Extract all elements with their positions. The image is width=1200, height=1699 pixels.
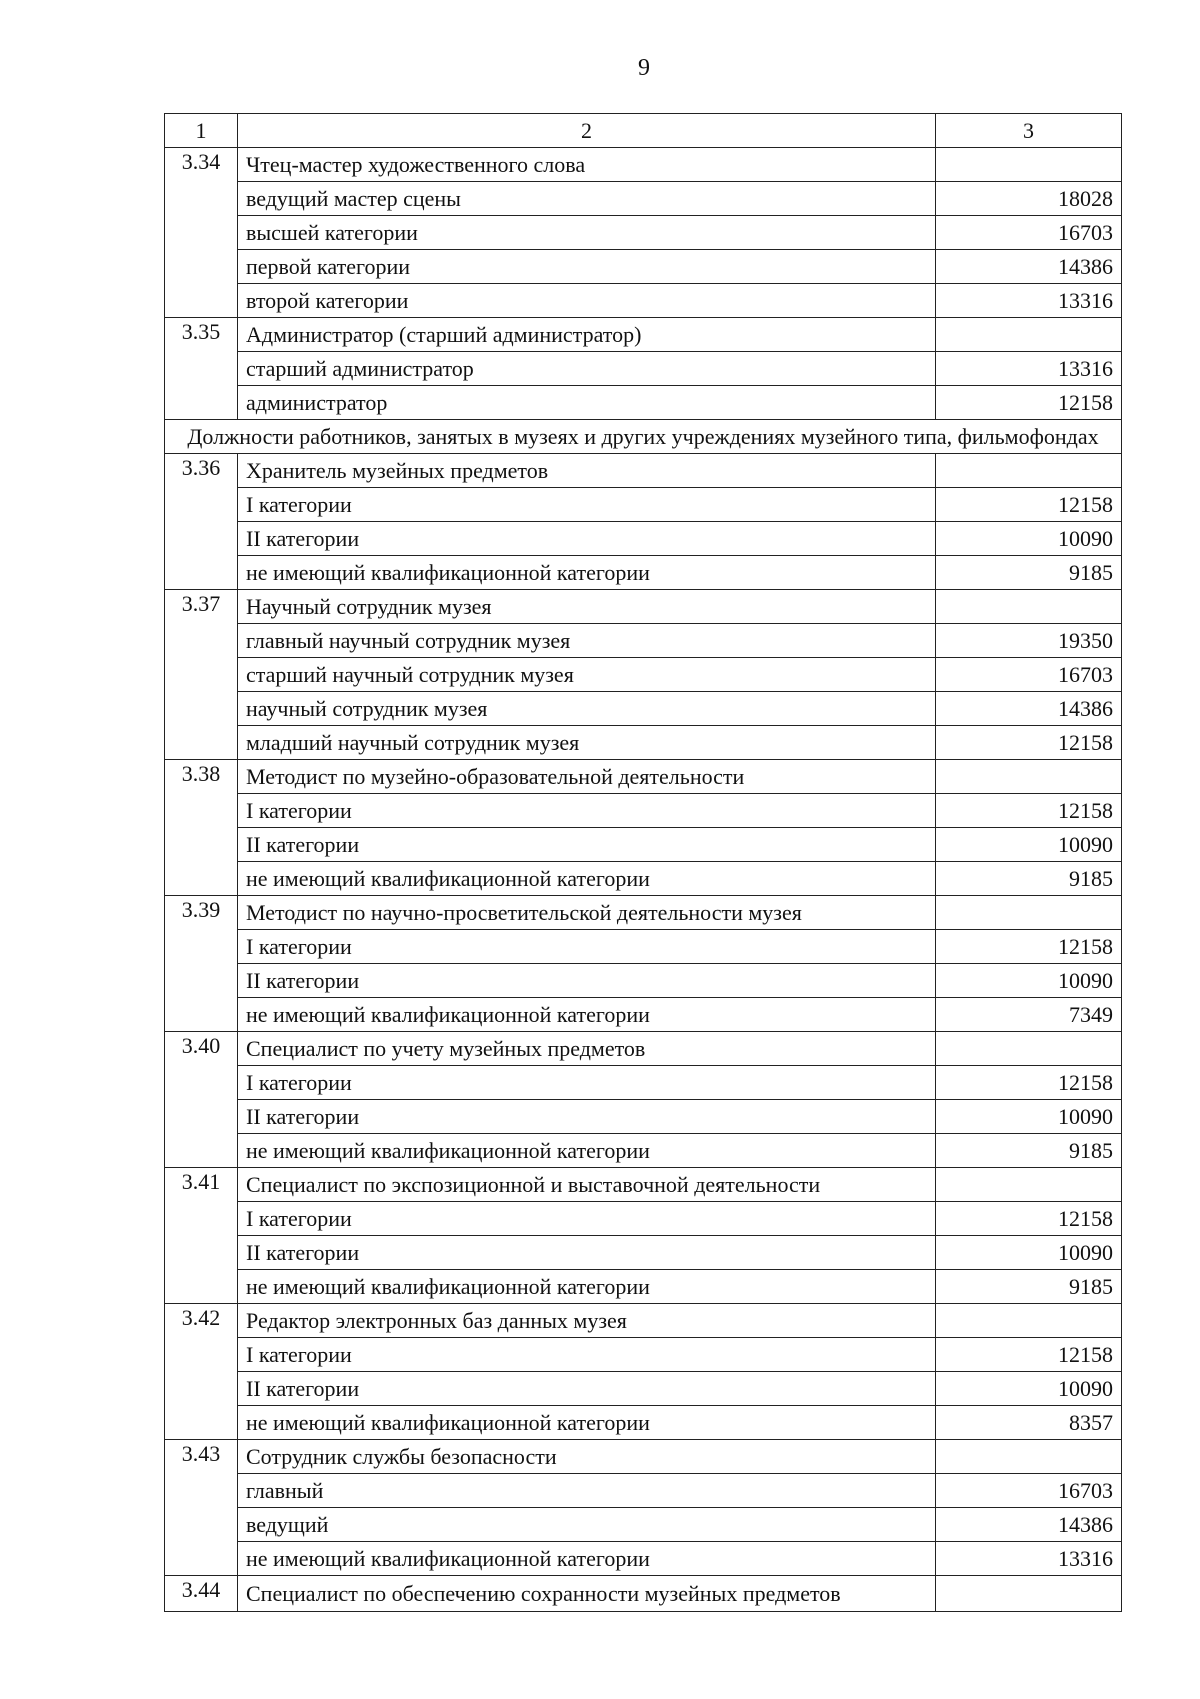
page-number: 9 [638, 55, 650, 81]
category-row [165, 930, 1122, 964]
position-title: Методист по музейно-образовательной деятельности [238, 760, 936, 794]
category-label: II категории [238, 1372, 936, 1406]
category-salary: 12158 [936, 726, 1122, 760]
category-salary: 16703 [936, 658, 1122, 692]
position-salary-empty [936, 454, 1122, 488]
table-header-row [165, 114, 1122, 148]
category-salary: 10090 [936, 1236, 1122, 1270]
category-label: I категории [238, 794, 936, 828]
category-salary: 9185 [936, 556, 1122, 590]
position-number: 3.35 [165, 318, 238, 420]
category-salary: 10090 [936, 828, 1122, 862]
position-title: Хранитель музейных предметов [238, 454, 936, 488]
category-label: главный научный сотрудник музея [238, 624, 936, 658]
category-row [165, 284, 1122, 318]
category-salary: 12158 [936, 1066, 1122, 1100]
category-label: II категории [238, 1236, 936, 1270]
position-title: Сотрудник службы безопасности [238, 1440, 936, 1474]
position-salary-empty [936, 1304, 1122, 1338]
category-row [165, 794, 1122, 828]
category-label: не имеющий квалификационной категории [238, 862, 936, 896]
category-row [165, 862, 1122, 896]
position-salary-empty [936, 1168, 1122, 1202]
category-row [165, 1066, 1122, 1100]
position-row [165, 1440, 1122, 1474]
position-salary-empty [936, 148, 1122, 182]
salary-table-body [165, 114, 1122, 1612]
category-row [165, 1474, 1122, 1508]
category-salary: 10090 [936, 1372, 1122, 1406]
position-title: Специалист по учету музейных предметов [238, 1032, 936, 1066]
category-salary: 18028 [936, 182, 1122, 216]
category-label: первой категории [238, 250, 936, 284]
position-row [165, 896, 1122, 930]
category-label: ведущий [238, 1508, 936, 1542]
category-label: главный [238, 1474, 936, 1508]
position-row [165, 318, 1122, 352]
category-salary: 14386 [936, 692, 1122, 726]
category-label: второй категории [238, 284, 936, 318]
category-row [165, 1202, 1122, 1236]
category-salary: 13316 [936, 352, 1122, 386]
position-number: 3.43 [165, 1440, 238, 1576]
category-row [165, 1236, 1122, 1270]
category-label: младший научный сотрудник музея [238, 726, 936, 760]
category-label: не имеющий квалификационной категории [238, 556, 936, 590]
category-label: II категории [238, 522, 936, 556]
category-row [165, 692, 1122, 726]
category-label: не имеющий квалификационной категории [238, 1542, 936, 1576]
category-label: II категории [238, 828, 936, 862]
category-label: не имеющий квалификационной категории [238, 1134, 936, 1168]
position-row [165, 1576, 1122, 1612]
category-label: не имеющий квалификационной категории [238, 1406, 936, 1440]
category-row [165, 386, 1122, 420]
category-row [165, 216, 1122, 250]
category-row [165, 658, 1122, 692]
category-row [165, 488, 1122, 522]
section-heading-row [165, 420, 1122, 454]
category-row [165, 352, 1122, 386]
header-cell-2: 2 [238, 114, 936, 148]
category-row [165, 1542, 1122, 1576]
category-salary: 12158 [936, 1202, 1122, 1236]
position-row [165, 1032, 1122, 1066]
category-label: I категории [238, 488, 936, 522]
category-row [165, 828, 1122, 862]
category-label: I категории [238, 1338, 936, 1372]
position-title: Администратор (старший администратор) [238, 318, 936, 352]
category-row [165, 1270, 1122, 1304]
position-row [165, 760, 1122, 794]
category-salary: 10090 [936, 1100, 1122, 1134]
category-label: высшей категории [238, 216, 936, 250]
position-row [165, 148, 1122, 182]
category-salary: 16703 [936, 1474, 1122, 1508]
category-salary: 8357 [936, 1406, 1122, 1440]
category-row [165, 522, 1122, 556]
category-row [165, 556, 1122, 590]
category-label: не имеющий квалификационной категории [238, 1270, 936, 1304]
position-row [165, 590, 1122, 624]
position-title: Специалист по обеспечению сохранности музейных предметов [238, 1576, 936, 1612]
category-row [165, 1372, 1122, 1406]
position-number: 3.34 [165, 148, 238, 318]
category-label: I категории [238, 930, 936, 964]
category-salary: 7349 [936, 998, 1122, 1032]
position-row [165, 1168, 1122, 1202]
position-salary-empty [936, 590, 1122, 624]
position-title: Специалист по экспозиционной и выставочной деятельности [238, 1168, 936, 1202]
position-row [165, 454, 1122, 488]
category-salary: 19350 [936, 624, 1122, 658]
category-salary: 10090 [936, 964, 1122, 998]
position-number: 3.44 [165, 1576, 238, 1612]
category-row [165, 624, 1122, 658]
category-salary: 12158 [936, 488, 1122, 522]
category-label: I категории [238, 1066, 936, 1100]
position-number: 3.41 [165, 1168, 238, 1304]
category-row [165, 250, 1122, 284]
category-salary: 13316 [936, 284, 1122, 318]
position-number: 3.40 [165, 1032, 238, 1168]
position-title: Чтец-мастер художественного слова [238, 148, 936, 182]
category-label: научный сотрудник музея [238, 692, 936, 726]
category-row [165, 1406, 1122, 1440]
category-salary: 10090 [936, 522, 1122, 556]
header-cell-1: 1 [165, 114, 238, 148]
position-salary-empty [936, 1032, 1122, 1066]
position-row [165, 1304, 1122, 1338]
category-salary: 12158 [936, 1338, 1122, 1372]
category-row [165, 726, 1122, 760]
category-salary: 9185 [936, 1134, 1122, 1168]
category-row [165, 964, 1122, 998]
position-salary-empty [936, 760, 1122, 794]
category-row [165, 182, 1122, 216]
category-salary: 16703 [936, 216, 1122, 250]
category-row [165, 1100, 1122, 1134]
salary-table [164, 113, 1122, 1612]
category-label: старший администратор [238, 352, 936, 386]
position-number: 3.39 [165, 896, 238, 1032]
category-label: ведущий мастер сцены [238, 182, 936, 216]
category-label: старший научный сотрудник музея [238, 658, 936, 692]
position-number: 3.42 [165, 1304, 238, 1440]
category-salary: 14386 [936, 250, 1122, 284]
category-salary: 9185 [936, 862, 1122, 896]
header-cell-3: 3 [936, 114, 1122, 148]
category-row [165, 1338, 1122, 1372]
category-salary: 12158 [936, 794, 1122, 828]
category-label: II категории [238, 964, 936, 998]
category-row [165, 1134, 1122, 1168]
position-salary-empty [936, 318, 1122, 352]
position-number: 3.36 [165, 454, 238, 590]
position-salary-empty [936, 896, 1122, 930]
section-heading: Должности работников, занятых в музеях и других учреждениях музейного типа, фильмофондах [165, 420, 1122, 454]
category-label: не имеющий квалификационной категории [238, 998, 936, 1032]
category-label: II категории [238, 1100, 936, 1134]
category-row [165, 998, 1122, 1032]
category-salary: 9185 [936, 1270, 1122, 1304]
position-number: 3.38 [165, 760, 238, 896]
position-title: Методист по научно-просветительской деятельности музея [238, 896, 936, 930]
category-salary: 12158 [936, 930, 1122, 964]
category-salary: 12158 [936, 386, 1122, 420]
category-row [165, 1508, 1122, 1542]
position-salary-empty [936, 1576, 1122, 1612]
category-label: администратор [238, 386, 936, 420]
category-salary: 14386 [936, 1508, 1122, 1542]
position-number: 3.37 [165, 590, 238, 760]
position-salary-empty [936, 1440, 1122, 1474]
category-label: I категории [238, 1202, 936, 1236]
category-salary: 13316 [936, 1542, 1122, 1576]
position-title: Научный сотрудник музея [238, 590, 936, 624]
position-title: Редактор электронных баз данных музея [238, 1304, 936, 1338]
